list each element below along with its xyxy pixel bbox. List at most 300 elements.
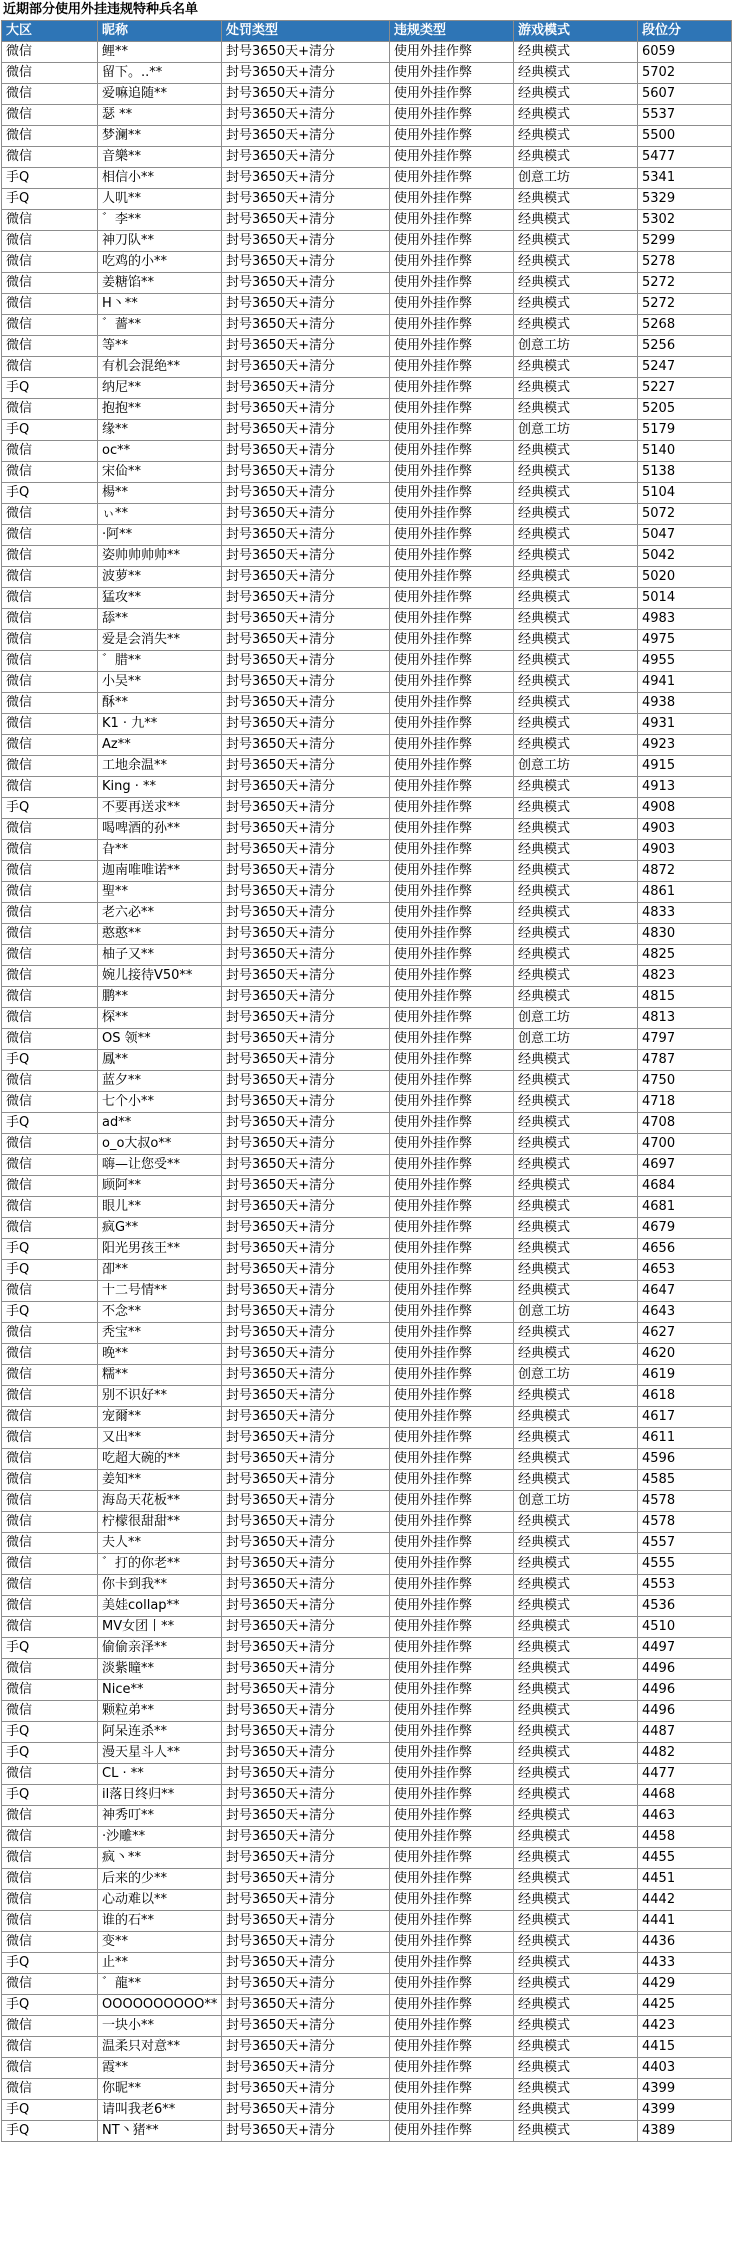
table-row <box>2 651 732 672</box>
table-row <box>2 483 732 504</box>
cell-rank-score: 4679 <box>638 1218 732 1239</box>
cell-game-mode: 经典模式 <box>514 798 638 819</box>
cell-region: 微信 <box>2 945 98 966</box>
cell-nickname: 海岛天花板** <box>98 1491 222 1512</box>
cell-region: 微信 <box>2 903 98 924</box>
cell-region: 微信 <box>2 1176 98 1197</box>
cell-region: 微信 <box>2 1470 98 1491</box>
cell-rank-score: 4482 <box>638 1743 732 1764</box>
cell-region: 微信 <box>2 1407 98 1428</box>
cell-game-mode: 经典模式 <box>514 1134 638 1155</box>
cell-game-mode: 经典模式 <box>514 1932 638 1953</box>
table-row <box>2 1806 732 1827</box>
cell-game-mode: 经典模式 <box>514 1449 638 1470</box>
table-row <box>2 1701 732 1722</box>
cell-region: 手Q <box>2 1722 98 1743</box>
cell-rank-score: 5477 <box>638 147 732 168</box>
cell-rank-score: 4423 <box>638 2016 732 2037</box>
cell-nickname: 后来的少** <box>98 1869 222 1890</box>
table-row <box>2 672 732 693</box>
cell-nickname: 猛攻** <box>98 588 222 609</box>
cell-violation-type: 使用外挂作弊 <box>390 420 514 441</box>
cell-region: 微信 <box>2 546 98 567</box>
cell-violation-type: 使用外挂作弊 <box>390 1449 514 1470</box>
table-row <box>2 1932 732 1953</box>
cell-penalty-type: 封号3650天+清分 <box>222 168 390 189</box>
cell-violation-type: 使用外挂作弊 <box>390 1848 514 1869</box>
cell-game-mode: 经典模式 <box>514 1911 638 1932</box>
cell-game-mode: 创意工坊 <box>514 1365 638 1386</box>
cell-rank-score: 4825 <box>638 945 732 966</box>
cell-rank-score: 4643 <box>638 1302 732 1323</box>
cell-region: 微信 <box>2 1806 98 1827</box>
header-violation-type: 违规类型 <box>390 21 514 42</box>
table-row <box>2 1638 732 1659</box>
cell-violation-type: 使用外挂作弊 <box>390 714 514 735</box>
table-row <box>2 210 732 231</box>
table-row <box>2 147 732 168</box>
cell-violation-type: 使用外挂作弊 <box>390 1155 514 1176</box>
cell-game-mode: 经典模式 <box>514 1701 638 1722</box>
cell-violation-type: 使用外挂作弊 <box>390 1995 514 2016</box>
cell-nickname: 酥** <box>98 693 222 714</box>
cell-violation-type: 使用外挂作弊 <box>390 1827 514 1848</box>
cell-rank-score: 4441 <box>638 1911 732 1932</box>
cell-rank-score: 4941 <box>638 672 732 693</box>
cell-penalty-type: 封号3650天+清分 <box>222 1428 390 1449</box>
cell-violation-type: 使用外挂作弊 <box>390 315 514 336</box>
cell-penalty-type: 封号3650天+清分 <box>222 1680 390 1701</box>
cell-region: 手Q <box>2 2121 98 2142</box>
cell-rank-score: 5014 <box>638 588 732 609</box>
table-row <box>2 756 732 777</box>
cell-violation-type: 使用外挂作弊 <box>390 1722 514 1743</box>
table-row <box>2 630 732 651</box>
cell-nickname: 秃宝** <box>98 1323 222 1344</box>
cell-violation-type: 使用外挂作弊 <box>390 777 514 798</box>
cell-nickname: 憨憨** <box>98 924 222 945</box>
cell-penalty-type: 封号3650天+清分 <box>222 210 390 231</box>
cell-rank-score: 5256 <box>638 336 732 357</box>
cell-rank-score: 4955 <box>638 651 732 672</box>
cell-penalty-type: 封号3650天+清分 <box>222 441 390 462</box>
cell-nickname: 舔** <box>98 609 222 630</box>
cell-nickname: 楊** <box>98 483 222 504</box>
table-row <box>2 987 732 1008</box>
cell-rank-score: 4442 <box>638 1890 732 1911</box>
cell-penalty-type: 封号3650天+清分 <box>222 588 390 609</box>
cell-violation-type: 使用外挂作弊 <box>390 1302 514 1323</box>
cell-penalty-type: 封号3650天+清分 <box>222 630 390 651</box>
cell-nickname: 留下。..** <box>98 63 222 84</box>
cell-rank-score: 4913 <box>638 777 732 798</box>
cell-game-mode: 经典模式 <box>514 1512 638 1533</box>
cell-penalty-type: 封号3650天+清分 <box>222 420 390 441</box>
cell-penalty-type: 封号3650天+清分 <box>222 84 390 105</box>
table-row <box>2 924 732 945</box>
cell-rank-score: 5042 <box>638 546 732 567</box>
cell-region: 微信 <box>2 1029 98 1050</box>
cell-region: 微信 <box>2 1197 98 1218</box>
cell-penalty-type: 封号3650天+清分 <box>222 1197 390 1218</box>
cell-rank-score: 4750 <box>638 1071 732 1092</box>
cell-rank-score: 5329 <box>638 189 732 210</box>
cell-region: 微信 <box>2 966 98 987</box>
cell-nickname: ゛腊** <box>98 651 222 672</box>
cell-region: 微信 <box>2 1554 98 1575</box>
cell-penalty-type: 封号3650天+清分 <box>222 945 390 966</box>
table-row <box>2 1029 732 1050</box>
cell-penalty-type: 封号3650天+清分 <box>222 462 390 483</box>
cell-game-mode: 经典模式 <box>514 357 638 378</box>
cell-rank-score: 5302 <box>638 210 732 231</box>
cell-game-mode: 经典模式 <box>514 1218 638 1239</box>
cell-penalty-type: 封号3650天+清分 <box>222 1596 390 1617</box>
cell-rank-score: 4425 <box>638 1995 732 2016</box>
cell-rank-score: 4497 <box>638 1638 732 1659</box>
cell-nickname: 小吴** <box>98 672 222 693</box>
table-row <box>2 1218 732 1239</box>
table-row <box>2 693 732 714</box>
cell-violation-type: 使用外挂作弊 <box>390 1785 514 1806</box>
cell-nickname: 疯丶** <box>98 1848 222 1869</box>
cell-game-mode: 经典模式 <box>514 1659 638 1680</box>
cell-penalty-type: 封号3650天+清分 <box>222 504 390 525</box>
cell-penalty-type: 封号3650天+清分 <box>222 1533 390 1554</box>
table-row <box>2 1134 732 1155</box>
cell-rank-score: 4458 <box>638 1827 732 1848</box>
cell-rank-score: 5104 <box>638 483 732 504</box>
cell-rank-score: 5140 <box>638 441 732 462</box>
cell-violation-type: 使用外挂作弊 <box>390 1932 514 1953</box>
cell-region: 微信 <box>2 777 98 798</box>
cell-penalty-type: 封号3650天+清分 <box>222 1155 390 1176</box>
cell-nickname: 有机会混绝** <box>98 357 222 378</box>
cell-violation-type: 使用外挂作弊 <box>390 1260 514 1281</box>
cell-nickname: 偷偷亲泽** <box>98 1638 222 1659</box>
cell-game-mode: 经典模式 <box>514 1197 638 1218</box>
table-row <box>2 1827 732 1848</box>
cell-nickname: 谁的石** <box>98 1911 222 1932</box>
cell-game-mode: 经典模式 <box>514 1953 638 1974</box>
cell-violation-type: 使用外挂作弊 <box>390 1953 514 1974</box>
cell-rank-score: 5500 <box>638 126 732 147</box>
table-row <box>2 126 732 147</box>
cell-penalty-type: 封号3650天+清分 <box>222 231 390 252</box>
cell-nickname: 霞** <box>98 2058 222 2079</box>
cell-game-mode: 经典模式 <box>514 1869 638 1890</box>
cell-violation-type: 使用外挂作弊 <box>390 126 514 147</box>
table-row <box>2 357 732 378</box>
cell-game-mode: 经典模式 <box>514 1155 638 1176</box>
cell-game-mode: 经典模式 <box>514 1323 638 1344</box>
cell-region: 微信 <box>2 126 98 147</box>
cell-rank-score: 4647 <box>638 1281 732 1302</box>
cell-rank-score: 4496 <box>638 1659 732 1680</box>
cell-violation-type: 使用外挂作弊 <box>390 1764 514 1785</box>
cell-rank-score: 5272 <box>638 273 732 294</box>
table-row <box>2 1890 732 1911</box>
table-row <box>2 1197 732 1218</box>
cell-game-mode: 经典模式 <box>514 147 638 168</box>
cell-violation-type: 使用外挂作弊 <box>390 1575 514 1596</box>
cell-nickname: King · ** <box>98 777 222 798</box>
table-row <box>2 819 732 840</box>
cell-region: 微信 <box>2 1827 98 1848</box>
cell-violation-type: 使用外挂作弊 <box>390 1323 514 1344</box>
cell-game-mode: 经典模式 <box>514 777 638 798</box>
table-row <box>2 1533 732 1554</box>
table-row <box>2 1050 732 1071</box>
cell-game-mode: 创意工坊 <box>514 1302 638 1323</box>
cell-penalty-type: 封号3650天+清分 <box>222 1869 390 1890</box>
cell-nickname: 相信小** <box>98 168 222 189</box>
cell-nickname: 嗨—让您受** <box>98 1155 222 1176</box>
cell-region: 手Q <box>2 189 98 210</box>
cell-penalty-type: 封号3650天+清分 <box>222 1281 390 1302</box>
cell-nickname: 宋佡** <box>98 462 222 483</box>
cell-rank-score: 4557 <box>638 1533 732 1554</box>
cell-penalty-type: 封号3650天+清分 <box>222 1029 390 1050</box>
cell-nickname: 姜糖馅** <box>98 273 222 294</box>
cell-penalty-type: 封号3650天+清分 <box>222 1071 390 1092</box>
cell-rank-score: 4429 <box>638 1974 732 1995</box>
cell-nickname: 缘** <box>98 420 222 441</box>
header-rank-score: 段位分 <box>638 21 732 42</box>
cell-violation-type: 使用外挂作弊 <box>390 1008 514 1029</box>
cell-rank-score: 4510 <box>638 1617 732 1638</box>
cell-violation-type: 使用外挂作弊 <box>390 924 514 945</box>
cell-game-mode: 经典模式 <box>514 672 638 693</box>
cell-nickname: OOOOOOOOOO** <box>98 1995 222 2016</box>
cell-nickname: 阿呆连杀** <box>98 1722 222 1743</box>
cell-penalty-type: 封号3650天+清分 <box>222 357 390 378</box>
table-row <box>2 1008 732 1029</box>
cell-rank-score: 4403 <box>638 2058 732 2079</box>
cell-nickname: ad** <box>98 1113 222 1134</box>
cell-game-mode: 经典模式 <box>514 651 638 672</box>
cell-rank-score: 5607 <box>638 84 732 105</box>
cell-game-mode: 经典模式 <box>514 1827 638 1848</box>
cell-region: 微信 <box>2 1659 98 1680</box>
cell-penalty-type: 封号3650天+清分 <box>222 1344 390 1365</box>
cell-game-mode: 经典模式 <box>514 1554 638 1575</box>
cell-violation-type: 使用外挂作弊 <box>390 1638 514 1659</box>
cell-region: 微信 <box>2 1764 98 1785</box>
cell-region: 微信 <box>2 630 98 651</box>
cell-region: 微信 <box>2 1932 98 1953</box>
cell-nickname: K1 · 九** <box>98 714 222 735</box>
cell-nickname: 婉儿接待V50** <box>98 966 222 987</box>
table-row <box>2 798 732 819</box>
cell-nickname: 心动难以** <box>98 1890 222 1911</box>
cell-game-mode: 经典模式 <box>514 1344 638 1365</box>
cell-game-mode: 经典模式 <box>514 1176 638 1197</box>
cell-rank-score: 4389 <box>638 2121 732 2142</box>
cell-region: 微信 <box>2 1491 98 1512</box>
cell-game-mode: 经典模式 <box>514 1743 638 1764</box>
cell-violation-type: 使用外挂作弊 <box>390 1176 514 1197</box>
cell-region: 手Q <box>2 168 98 189</box>
table-row <box>2 1617 732 1638</box>
cell-game-mode: 经典模式 <box>514 840 638 861</box>
cell-rank-score: 4938 <box>638 693 732 714</box>
cell-game-mode: 经典模式 <box>514 2016 638 2037</box>
cell-nickname: 晚** <box>98 1344 222 1365</box>
cell-penalty-type: 封号3650天+清分 <box>222 1827 390 1848</box>
cell-region: 微信 <box>2 1155 98 1176</box>
cell-violation-type: 使用外挂作弊 <box>390 672 514 693</box>
table-row <box>2 1785 732 1806</box>
cell-violation-type: 使用外挂作弊 <box>390 105 514 126</box>
cell-penalty-type: 封号3650天+清分 <box>222 2037 390 2058</box>
cell-penalty-type: 封号3650天+清分 <box>222 2016 390 2037</box>
table-row <box>2 504 732 525</box>
table-row <box>2 42 732 63</box>
cell-game-mode: 经典模式 <box>514 714 638 735</box>
cell-region: 微信 <box>2 609 98 630</box>
cell-nickname: 七个小** <box>98 1092 222 1113</box>
table-row <box>2 336 732 357</box>
cell-nickname: 喝啤酒的孙** <box>98 819 222 840</box>
table-row <box>2 399 732 420</box>
header-nickname: 昵称 <box>98 21 222 42</box>
table-row <box>2 2100 732 2121</box>
cell-rank-score: 4627 <box>638 1323 732 1344</box>
cell-game-mode: 经典模式 <box>514 1050 638 1071</box>
cell-region: 微信 <box>2 693 98 714</box>
cell-game-mode: 经典模式 <box>514 588 638 609</box>
cell-violation-type: 使用外挂作弊 <box>390 1743 514 1764</box>
cell-game-mode: 经典模式 <box>514 966 638 987</box>
cell-penalty-type: 封号3650天+清分 <box>222 1974 390 1995</box>
table-row <box>2 1491 732 1512</box>
cell-nickname: 旮** <box>98 840 222 861</box>
table-row <box>2 1470 732 1491</box>
cell-violation-type: 使用外挂作弊 <box>390 2100 514 2121</box>
cell-penalty-type: 封号3650天+清分 <box>222 399 390 420</box>
cell-game-mode: 经典模式 <box>514 525 638 546</box>
cell-nickname: ·阿** <box>98 525 222 546</box>
cell-game-mode: 经典模式 <box>514 2058 638 2079</box>
cell-nickname: 柚子又** <box>98 945 222 966</box>
cell-region: 微信 <box>2 231 98 252</box>
cell-nickname: 宠爾** <box>98 1407 222 1428</box>
table-row <box>2 1071 732 1092</box>
cell-region: 微信 <box>2 840 98 861</box>
cell-rank-score: 4451 <box>638 1869 732 1890</box>
cell-nickname: 疯G** <box>98 1218 222 1239</box>
cell-nickname: 老六必** <box>98 903 222 924</box>
cell-region: 微信 <box>2 651 98 672</box>
cell-violation-type: 使用外挂作弊 <box>390 651 514 672</box>
cell-rank-score: 5205 <box>638 399 732 420</box>
cell-region: 微信 <box>2 1071 98 1092</box>
cell-game-mode: 经典模式 <box>514 1785 638 1806</box>
cell-violation-type: 使用外挂作弊 <box>390 1344 514 1365</box>
cell-violation-type: 使用外挂作弊 <box>390 1890 514 1911</box>
cell-penalty-type: 封号3650天+清分 <box>222 1050 390 1071</box>
table-row <box>2 1659 732 1680</box>
cell-rank-score: 4653 <box>638 1260 732 1281</box>
table-row <box>2 945 732 966</box>
cell-penalty-type: 封号3650天+清分 <box>222 105 390 126</box>
table-row <box>2 567 732 588</box>
cell-penalty-type: 封号3650天+清分 <box>222 1995 390 2016</box>
cell-region: 微信 <box>2 1344 98 1365</box>
cell-nickname: 音樂** <box>98 147 222 168</box>
cell-penalty-type: 封号3650天+清分 <box>222 1617 390 1638</box>
cell-penalty-type: 封号3650天+清分 <box>222 714 390 735</box>
cell-game-mode: 经典模式 <box>514 1680 638 1701</box>
cell-region: 微信 <box>2 735 98 756</box>
cell-rank-score: 4578 <box>638 1491 732 1512</box>
cell-game-mode: 经典模式 <box>514 504 638 525</box>
cell-violation-type: 使用外挂作弊 <box>390 2079 514 2100</box>
table-row <box>2 1995 732 2016</box>
cell-game-mode: 经典模式 <box>514 1596 638 1617</box>
cell-rank-score: 4620 <box>638 1344 732 1365</box>
cell-region: 微信 <box>2 1281 98 1302</box>
cell-nickname: ぃ** <box>98 504 222 525</box>
cell-nickname: o_o大叔o** <box>98 1134 222 1155</box>
cell-penalty-type: 封号3650天+清分 <box>222 63 390 84</box>
cell-penalty-type: 封号3650天+清分 <box>222 1386 390 1407</box>
cell-rank-score: 4436 <box>638 1932 732 1953</box>
cell-region: 微信 <box>2 714 98 735</box>
cell-penalty-type: 封号3650天+清分 <box>222 756 390 777</box>
table-row <box>2 1386 732 1407</box>
cell-nickname: Nice** <box>98 1680 222 1701</box>
cell-penalty-type: 封号3650天+清分 <box>222 1932 390 1953</box>
cell-penalty-type: 封号3650天+清分 <box>222 2100 390 2121</box>
cell-game-mode: 经典模式 <box>514 1113 638 1134</box>
cell-penalty-type: 封号3650天+清分 <box>222 966 390 987</box>
cell-nickname: 鳳** <box>98 1050 222 1071</box>
cell-region: 微信 <box>2 84 98 105</box>
cell-violation-type: 使用外挂作弊 <box>390 735 514 756</box>
cell-rank-score: 4815 <box>638 987 732 1008</box>
cell-region: 微信 <box>2 1533 98 1554</box>
cell-violation-type: 使用外挂作弊 <box>390 819 514 840</box>
table-row <box>2 1869 732 1890</box>
table-row <box>2 1302 732 1323</box>
table-row <box>2 1974 732 1995</box>
cell-nickname: 美娃collap** <box>98 1596 222 1617</box>
cell-region: 微信 <box>2 2058 98 2079</box>
cell-game-mode: 经典模式 <box>514 567 638 588</box>
cell-game-mode: 经典模式 <box>514 630 638 651</box>
cell-region: 微信 <box>2 1218 98 1239</box>
cell-rank-score: 5537 <box>638 105 732 126</box>
cell-penalty-type: 封号3650天+清分 <box>222 882 390 903</box>
cell-penalty-type: 封号3650天+清分 <box>222 1365 390 1386</box>
cell-region: 微信 <box>2 252 98 273</box>
cell-rank-score: 4553 <box>638 1575 732 1596</box>
cell-region: 微信 <box>2 210 98 231</box>
cell-nickname: 等** <box>98 336 222 357</box>
cell-penalty-type: 封号3650天+清分 <box>222 273 390 294</box>
cell-violation-type: 使用外挂作弊 <box>390 1428 514 1449</box>
table-row <box>2 1575 732 1596</box>
cell-game-mode: 经典模式 <box>514 84 638 105</box>
cell-game-mode: 经典模式 <box>514 861 638 882</box>
cell-region: 微信 <box>2 1701 98 1722</box>
cell-game-mode: 经典模式 <box>514 63 638 84</box>
cell-game-mode: 经典模式 <box>514 1071 638 1092</box>
cell-violation-type: 使用外挂作弊 <box>390 1239 514 1260</box>
cell-rank-score: 4617 <box>638 1407 732 1428</box>
